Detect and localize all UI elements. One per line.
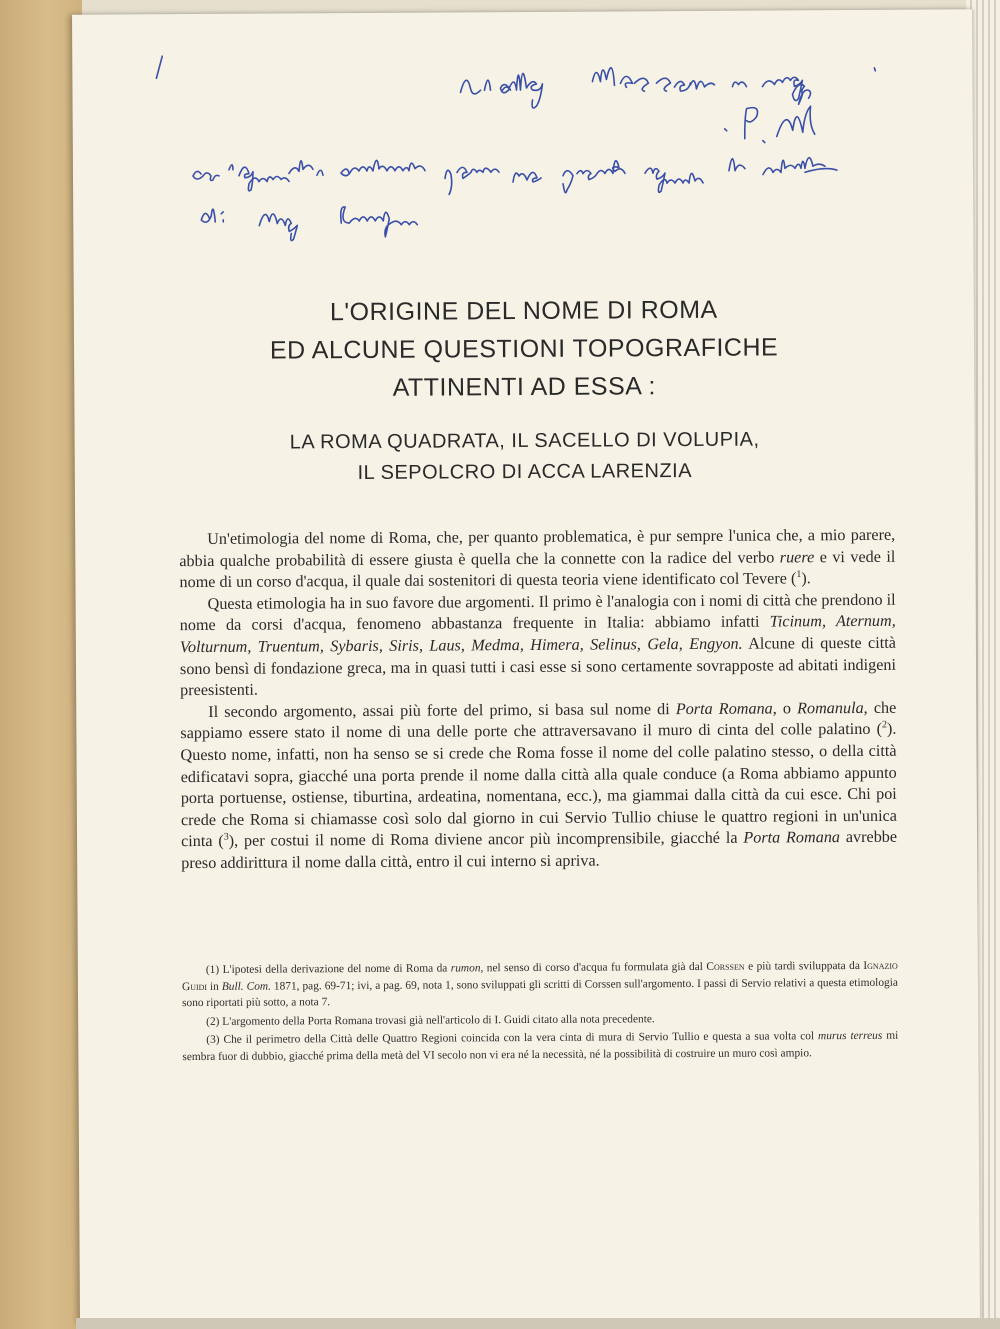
title-line-2: ED ALCUNE QUESTIONI TOPOGRAFICHE: [269, 333, 779, 365]
paragraph-2: [180, 590, 897, 702]
text-run: , o: [772, 699, 798, 718]
text-run-italic: Porta Romana: [743, 828, 841, 847]
body-text: [179, 525, 897, 875]
text-run: (1) L'ipotesi della derivazione del nome di Roma da: [205, 962, 451, 976]
subtitle-line-2: IL SEPOLCRO DI ACCA LARENZIA: [357, 459, 693, 485]
footnote-ref: 3: [223, 831, 229, 843]
footnote-2: (2) L'argomento della Porta Romana trovasi già nell'articolo di I. Guidi citato alla nota precedente.: [206, 1013, 655, 1028]
footnote-3: [182, 1028, 898, 1066]
text-run-italic: Bull. Com.: [221, 980, 271, 993]
text-run: e vi vede il nome di un corso d'acqua, il quale dai sostenitori di questa teoria viene identificato col Tevere (: [179, 547, 896, 592]
text-run: ). Questo nome, infatti, non ha senso se si crede che Roma fosse il nome del colle palatino stesso, o della città edificatavi sopra, giacché una porta prende il nome dalla città alla quale conduce (a Roma abbiamo appunto porta portuense, ostiense, tiburtina, ardeatina, nomentana, ecc.), ma giammai dalla città da cui esce. Chi poi crede che Roma si chiamasse così solo dal giorno in cui Servio Tullio chiuse le quattro regioni in un'unica cinta (: [180, 720, 897, 851]
text-run-italic: ruere: [779, 547, 815, 567]
footnote-ref: 2: [881, 719, 887, 731]
paragraph-1: [179, 525, 895, 594]
text-run: secolo non vi era né la necessità, né la possibilità di costruire un muro così ampio.: [434, 1047, 812, 1062]
text-run: (3) Che il perimetro della Città delle Quattro Regioni coincida con la vera cinta di mura di Servio Tullio e questa a sua volta col: [206, 1030, 819, 1047]
text-run: e più tardi sviluppata da: [744, 959, 864, 973]
footnote-1: [182, 958, 898, 1012]
text-run: Questa etimologia ha in suo favore due argomenti. Il primo è l'analogia con i nomi di città che prendono il nome da corsi d'acqua, fenomeno abbastanza frequente in Italia: abbiamo infatti: [179, 590, 896, 635]
handwritten-inscription: [72, 9, 974, 274]
text-run: ).: [801, 569, 811, 588]
text-run: , nel senso di corso d'acqua fu formulata già dal: [480, 960, 707, 975]
text-run: ), per costui il nome di Roma diviene ancor più incomprensibile, giacché la: [228, 828, 744, 851]
text-run-italic: Romanula: [797, 698, 864, 718]
cover-board: [0, 0, 82, 1329]
text-run: , che sappiamo essere stato il nome di una delle porte che attraversavano il muro di cinta del colle palatino (: [180, 698, 897, 743]
subtitle-line-1: LA ROMA QUADRATA, IL SACELLO DI VOLUPIA,: [289, 428, 760, 454]
page-subtitle: [145, 424, 905, 491]
paragraph-3: [180, 697, 897, 874]
text-run: 1871, pag. 69-71; ivi, a pag. 69, nota 1, sono sviluppati gli scritti di Corssen sull'argomento. I passi di Servio relativi a questa etimologia sono riportati più sotto, a nota 7.: [182, 976, 898, 1010]
text-run-smallcaps: VI: [422, 1049, 435, 1062]
footnote-ref: 1: [796, 569, 802, 581]
title-line-3: ATTINENTI AD ESSA :: [392, 372, 656, 402]
text-run-smallcaps: Ignazio Guidi: [181, 959, 898, 993]
text-run-italic: Ticinum, Aternum, Volturnum, Truentum, Sybaris, Siris, Laus, Medma, Himera, Selinus, Gela, Engyon.: [179, 612, 896, 657]
text-run: avrebbe preso addirittura il nome dalla città, entro il cui interno si apriva.: [181, 828, 898, 873]
text-run: in: [207, 980, 222, 993]
text-run-italic: Porta Romana: [675, 699, 773, 718]
text-run: Alcune di queste città sono bensì di fondazione greca, ma in quasi tutti i casi esse si sono certamente sovrapposte ad abitati indigeni preesistenti.: [179, 633, 897, 700]
page-title: [144, 290, 905, 409]
text-run-italic: murus terreus: [818, 1030, 883, 1043]
text-run: Un'etimologia del nome di Roma, che, per quanto problematica, è pur sempre l'unica che, a mio parere, abbia qualche probabilità di essere giusta è quella che la connette con la radice del verbo: [179, 525, 896, 570]
title-line-1: L'ORIGINE DEL NOME DI ROMA: [329, 295, 718, 327]
text-run-italic: rumon: [450, 962, 481, 975]
text-run-smallcaps: Corssen: [706, 960, 745, 973]
page-bottom-shadow: [76, 1318, 1000, 1329]
document-page: [72, 9, 980, 1324]
text-run: Il secondo argomento, assai più forte del primo, si basa sul nome di: [208, 699, 676, 721]
text-run: mi sembra fuor di dubbio, giacché prima della metà del: [182, 1030, 899, 1064]
footnotes: [182, 958, 899, 1068]
handwriting-strokes: [72, 9, 974, 274]
